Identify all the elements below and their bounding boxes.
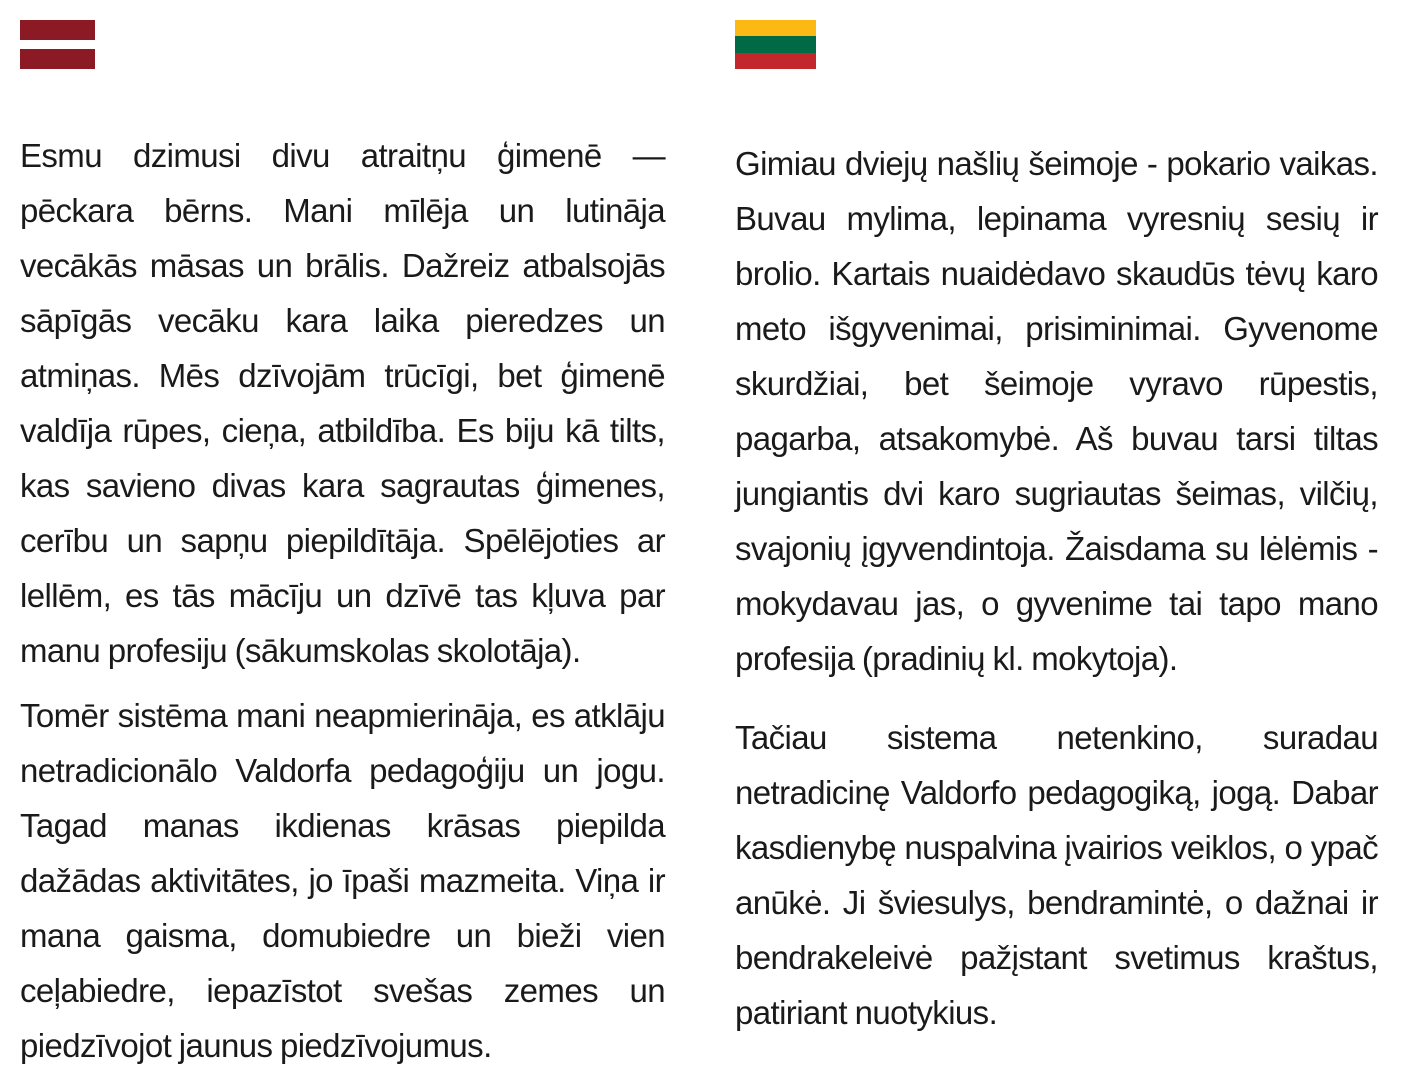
lithuania-flag-top-stripe xyxy=(735,20,816,36)
latvian-paragraph-1: Esmu dzimusi divu atraitņu ģimenē — pēckara bērns. Mani mīlēja un lutināja vecākās māsas un brālis. Dažreiz atbalsojās sāpīgās vecāku kara laika pieredzes un atmiņas. Mēs dzīvojām trūcīgi, bet ģimenē valdīja rūpes, cieņa, atbildība. Es biju kā tilts, kas savieno divas kara sagrautas ģimenes, cerību un sapņu piepildītāja. Spēlējoties ar lellēm, es tās mācīju un dzīvē tas kļuva par manu profesiju (sākumskolas skolotāja). xyxy=(20,137,665,669)
latvia-flag-top-stripe xyxy=(20,20,95,40)
lithuania-flag-icon xyxy=(735,20,816,69)
lithuania-flag-bottom-stripe xyxy=(735,53,816,69)
latvian-paragraph-2: Tomēr sistēma mani neapmierināja, es atklāju netradicionālo Valdorfa pedagoģiju un jogu. Tagad manas ikdienas krāsas piepilda dažādas aktivitātes, jo īpaši mazmeita. Viņa ir mana gaisma, domubiedre un bieži vien ceļabiedre, iepazīstot svešas zemes un piedzīvojot jaunus piedzīvojumus. xyxy=(20,697,665,1064)
latvia-flag-icon xyxy=(20,20,95,69)
latvia-flag-bottom-stripe xyxy=(20,49,95,69)
latvian-text xyxy=(20,128,665,1073)
lithuanian-paragraph-1: Gimiau dviejų našlių šeimoje - pokario vaikas. Buvau mylima, lepinama vyresnių sesių ir brolio. Kartais nuaidėdavo skaudūs tėvų karo meto išgyvenimai, prisiminimai. Gyvenome skurdžiai, bet šeimoje vyravo rūpestis, pagarba, atsakomybė. Aš buvau tarsi tiltas jungiantis dvi karo sugriautas šeimas, vilčių, svajonių įgyvendintoja. Žaisdama su lėlėmis - mokydavau jas, o gyvenime tai tapo mano profesija (pradinių kl. mokytoja). xyxy=(735,145,1378,677)
latvia-flag-middle-stripe xyxy=(20,40,95,50)
lithuania-flag-middle-stripe xyxy=(735,36,816,52)
lithuanian-paragraph-2: Tačiau sistema netenkino, suradau netradicinę Valdorfo pedagogiką, jogą. Dabar kasdienybę nuspalvina įvairios veiklos, o ypač anūkė. Ji šviesulys, bendramintė, o dažnai ir bendrakeleivė pažįstant svetimus kraštus, patiriant nuotykius. xyxy=(735,719,1378,1031)
lithuanian-text xyxy=(735,136,1378,1040)
